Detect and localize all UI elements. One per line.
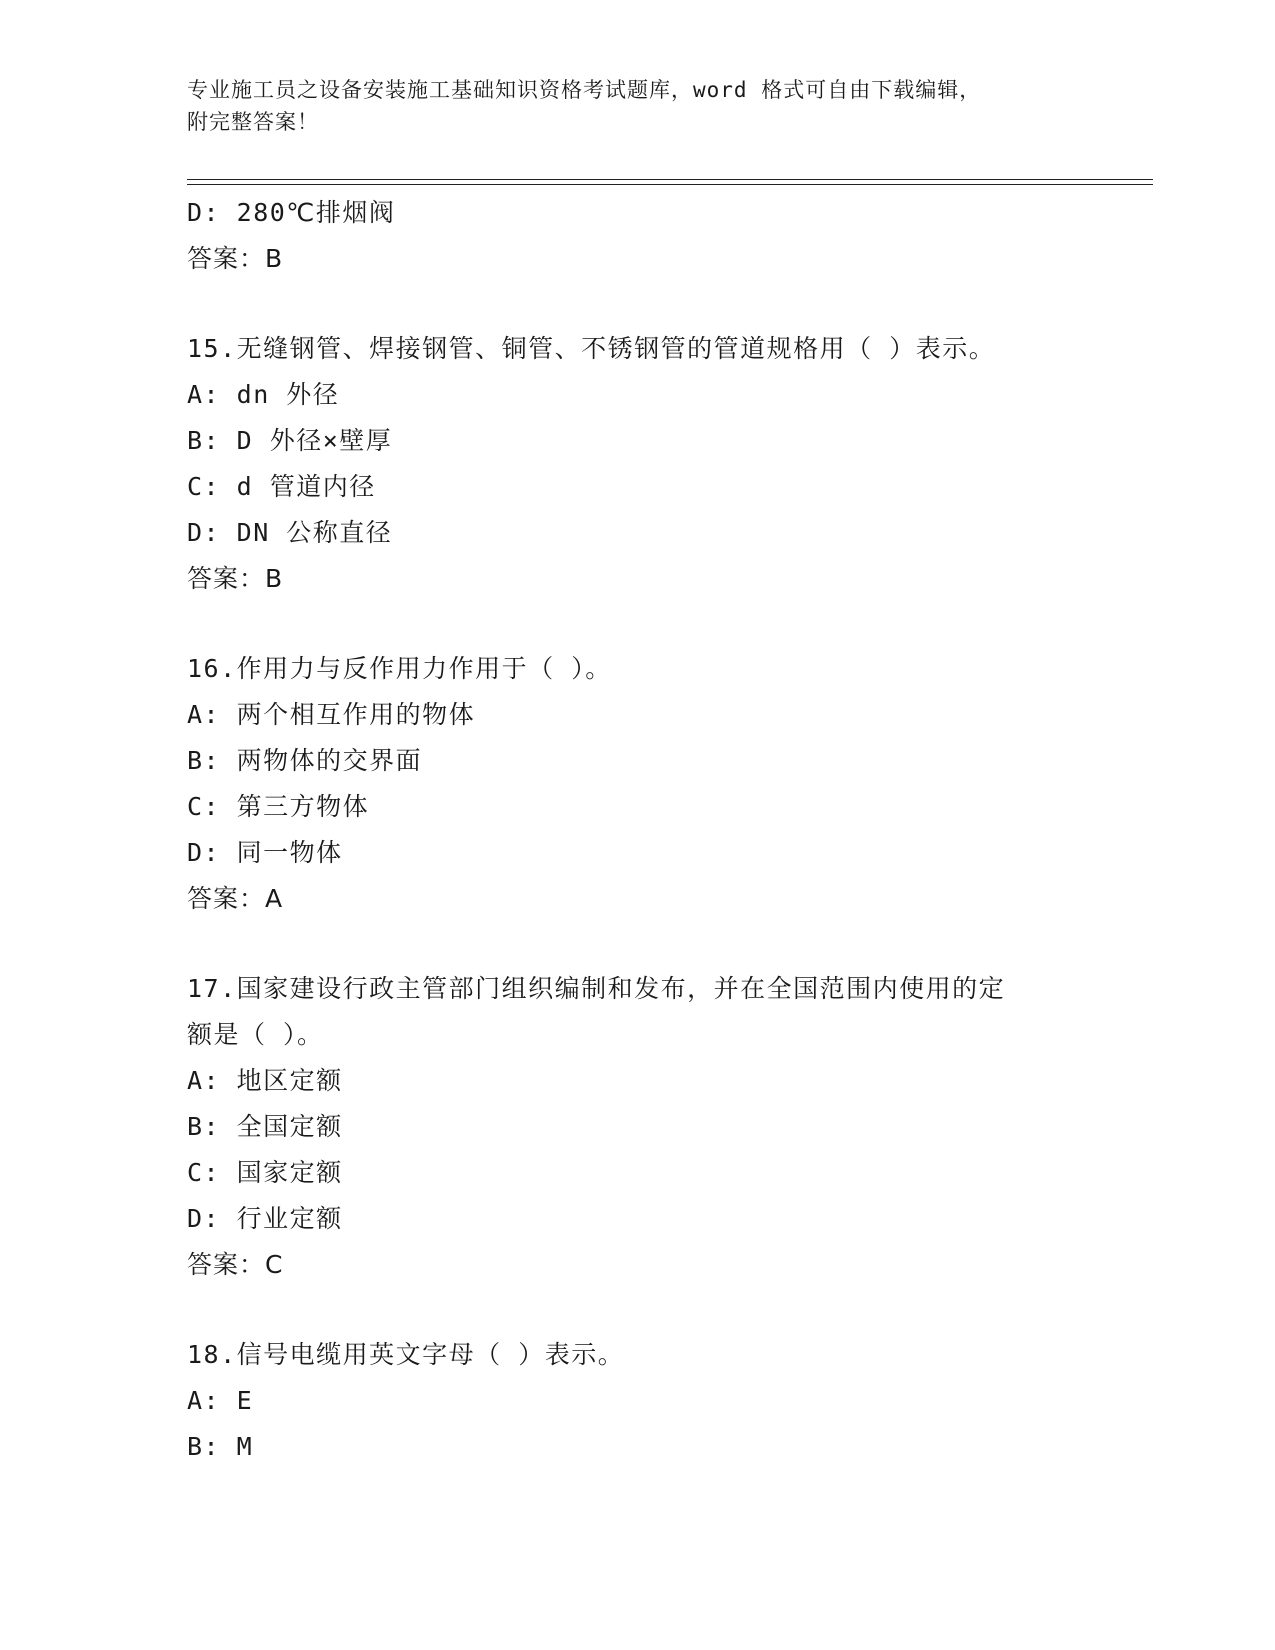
spacer <box>187 922 1153 966</box>
spacer <box>187 602 1153 646</box>
question-stem: 16.作用力与反作用力作用于（ ）。 <box>187 654 612 683</box>
spacer <box>187 1288 1153 1332</box>
option-a: A: 两个相互作用的物体 <box>187 700 476 729</box>
option-b: B: 两物体的交界面 <box>187 746 423 775</box>
question-list <box>187 190 1153 1470</box>
option-a: A: E <box>187 1386 254 1415</box>
option-b: B: 全国定额 <box>187 1112 343 1141</box>
question-stem: 17.国家建设行政主管部门组织编制和发布，并在全国范围内使用的定 <box>187 974 1006 1003</box>
question-stem-continued: 额是（ ）。 <box>187 1020 324 1049</box>
header-line-2: 附完整答案！ <box>187 110 319 134</box>
question-17 <box>187 966 1153 1288</box>
question-stem: 18.信号电缆用英文字母（ ）表示。 <box>187 1340 625 1369</box>
question-18 <box>187 1332 1153 1470</box>
option-c: C: 第三方物体 <box>187 792 370 821</box>
option-a: A: 地区定额 <box>187 1066 343 1095</box>
option-d: D: 行业定额 <box>187 1204 343 1233</box>
answer: 答案：A <box>187 884 284 913</box>
option-b: B: D 外径×壁厚 <box>187 426 393 455</box>
option-d: D: 同一物体 <box>187 838 343 867</box>
option-c: C: 国家定额 <box>187 1158 343 1187</box>
answer: 答案：B <box>187 564 284 593</box>
document-header <box>187 74 1087 138</box>
option-b: B: M <box>187 1432 254 1461</box>
question-15 <box>187 326 1153 602</box>
header-divider-top <box>187 179 1153 180</box>
spacer <box>187 282 1153 326</box>
option-c: C: d 管道内径 <box>187 472 376 501</box>
answer: 答案：B <box>187 244 284 273</box>
question-16 <box>187 646 1153 922</box>
header-line-1: 专业施工员之设备安装施工基础知识资格考试题库，word 格式可自由下载编辑， <box>187 78 982 102</box>
option-d: D: 280℃排烟阀 <box>187 198 396 227</box>
header-divider-bottom <box>187 184 1153 185</box>
option-a: A: dn 外径 <box>187 380 340 409</box>
option-d: D: DN 公称直径 <box>187 518 393 547</box>
question-stem: 15.无缝钢管、焊接钢管、铜管、不锈钢管的管道规格用（ ）表示。 <box>187 334 996 363</box>
answer: 答案：C <box>187 1250 284 1279</box>
